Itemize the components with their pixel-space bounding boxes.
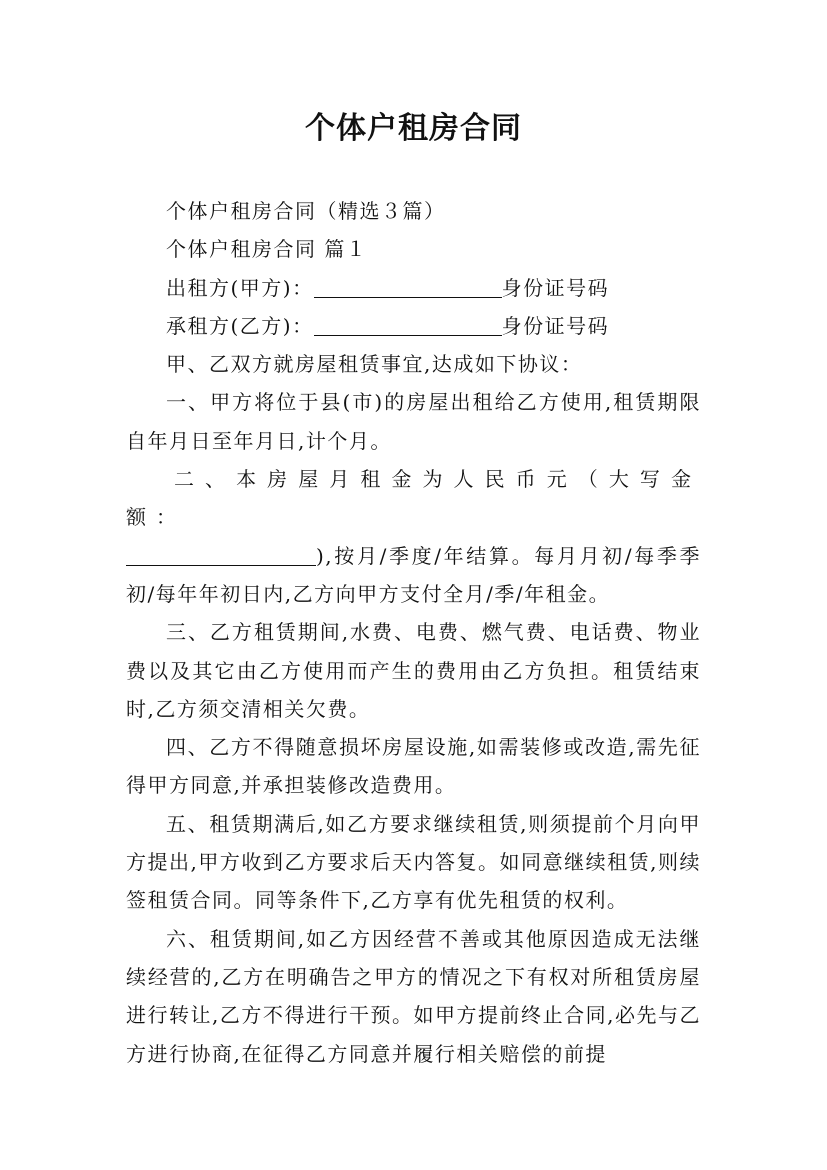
lessor-line bbox=[126, 269, 701, 307]
clause-2-text: ),按月/季度/年结算。每月月初/每季季初/每年年初日内,乙方向甲方支付全月/季/年租金。 bbox=[126, 543, 701, 606]
lessor-label: 出租方(甲方)： bbox=[166, 275, 314, 300]
clause-5: 五、租赁期满后,如乙方要求继续租赁,则须提前个月向甲方提出,甲方收到乙方要求后天内答复。如同意继续租赁,则续签租赁合同。同等条件下,乙方享有优先租赁的权利。 bbox=[126, 811, 701, 913]
document-title: 个体户租房合同 bbox=[305, 111, 522, 146]
lessee-id-label: 身份证号码 bbox=[501, 313, 610, 338]
clause-2-first-line: 二、本房屋月租金为人民币元（大写金额： bbox=[126, 467, 701, 530]
lessor-blank bbox=[314, 275, 502, 298]
section-heading: 个体户租房合同 篇１ bbox=[166, 237, 368, 262]
document-body bbox=[126, 192, 701, 1073]
lessee-line bbox=[126, 307, 701, 345]
clause-4: 四、乙方不得随意损坏房屋设施,如需装修或改造,需先征得甲方同意,并承担装修改造费用。 bbox=[126, 735, 701, 798]
lessor-id-label: 身份证号码 bbox=[501, 275, 610, 300]
clause-1: 一、甲方将位于县(市)的房屋出租给乙方使用,租赁期限自年月日至年月日,计个月。 bbox=[126, 390, 701, 453]
agreement-intro: 甲、乙双方就房屋租赁事宜,达成如下协议： bbox=[166, 352, 583, 377]
lessee-label: 承租方(乙方)： bbox=[166, 313, 314, 338]
clause-2-rest bbox=[126, 537, 701, 614]
document-subtitle: 个体户租房合同（精选３篇） bbox=[166, 199, 446, 223]
clause-6: 六、租赁期间,如乙方因经营不善或其他原因造成无法继续经营的,乙方在明确告之甲方的情况之下有权对所租赁房屋进行转让,乙方不得进行干预。如甲方提前终止合同,必先与乙方进行协商,在征得乙方同意并履行相关赔偿的前提 bbox=[126, 926, 701, 1066]
clause-3: 三、乙方租赁期间,水费、电费、燃气费、电话费、物业费以及其它由乙方使用而产生的费用由乙方负担。租赁结束时,乙方须交清相关欠费。 bbox=[126, 620, 701, 721]
amount-blank bbox=[126, 543, 316, 566]
lessee-blank bbox=[314, 313, 502, 336]
